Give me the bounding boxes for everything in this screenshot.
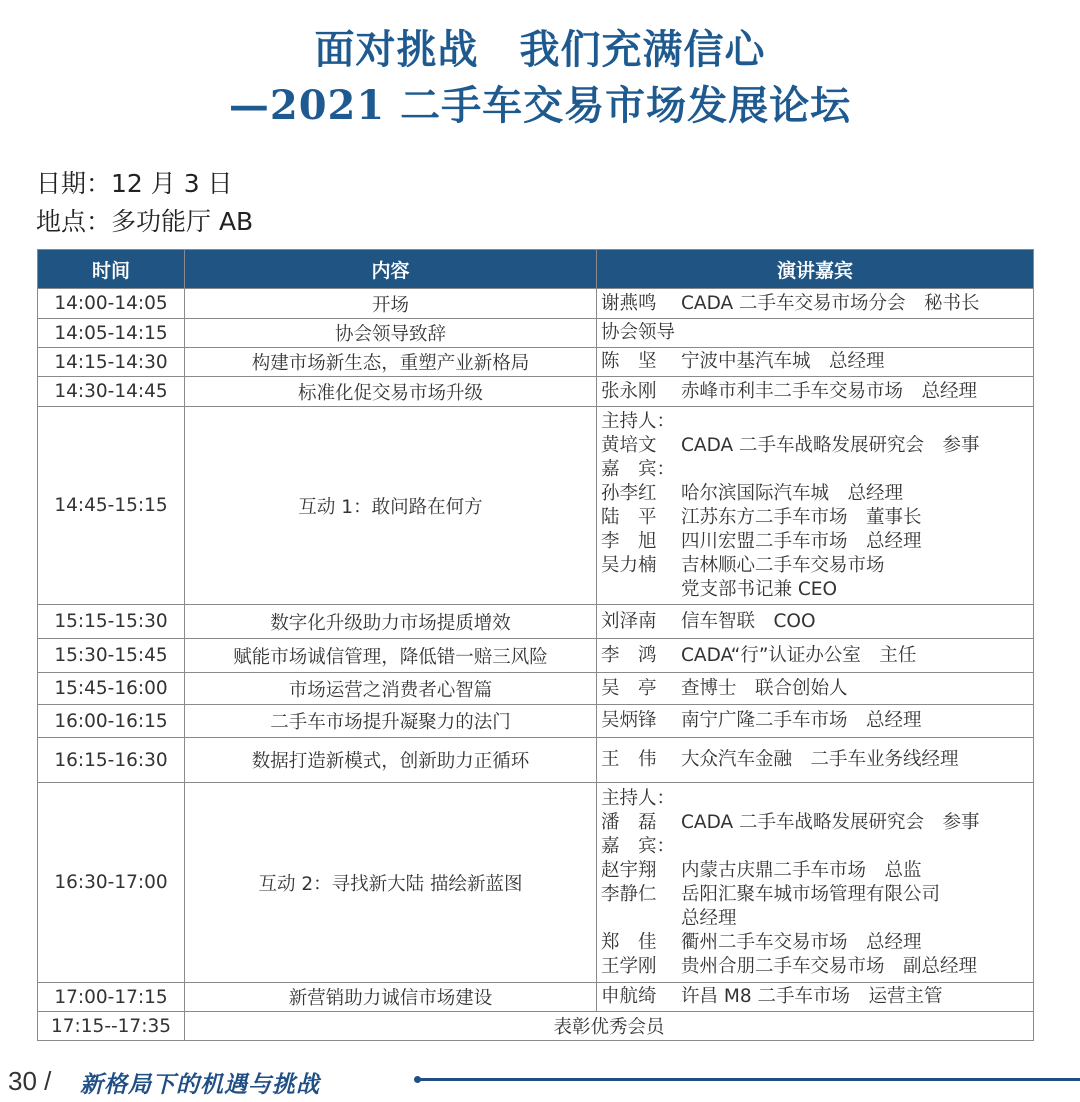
speaker-name: 李静仁: [601, 883, 657, 905]
speaker-title: 贵州合朋二手车交易市场 副总经理: [681, 955, 978, 977]
speaker-line: [601, 644, 1029, 668]
session-time: 14:45-15:15: [38, 407, 185, 605]
speaker-line: [601, 506, 1029, 530]
speaker-title: 信车智联 COO: [681, 610, 816, 632]
speaker-title: CADA 二手车战略发展研究会 参事: [681, 434, 980, 456]
speaker-line: [601, 985, 1029, 1009]
schedule-row: [38, 377, 1034, 407]
speaker-line: [601, 787, 1029, 811]
speaker-line: [601, 677, 1029, 701]
session-speakers: [597, 783, 1034, 983]
event-venue: 地点：多功能厅 AB: [36, 207, 254, 236]
speaker-title: 许昌 M8 二手车市场 运营主管: [681, 986, 943, 1007]
speaker-line: [601, 955, 1029, 979]
speaker-name: 陆 平: [601, 506, 657, 528]
speaker-line: [601, 811, 1029, 835]
session-content: 市场运营之消费者心智篇: [185, 673, 597, 705]
speaker-title: CADA 二手车交易市场分会 秘书长: [681, 292, 980, 314]
speaker-line: [601, 835, 1029, 859]
session-speakers: [597, 407, 1034, 605]
speaker-name: 赵宇翔: [601, 859, 657, 881]
speaker-line: [601, 530, 1029, 554]
session-speakers: [597, 738, 1034, 783]
speaker-name: 谢燕鸣: [601, 292, 657, 314]
session-content: 构建市场新生态，重塑产业新格局: [185, 348, 597, 377]
speaker-title: 四川宏盟二手车市场 总经理: [681, 530, 922, 552]
speaker-name: 张永刚: [601, 380, 657, 402]
speaker-line: [601, 482, 1029, 506]
speaker-line: [601, 748, 1029, 772]
session-time: 15:30-15:45: [38, 639, 185, 673]
speaker-title: 吉林顺心二手车交易市场: [681, 554, 885, 576]
speaker-name: 嘉 宾：: [601, 835, 676, 857]
speaker-line: [601, 292, 1029, 316]
session-time: 14:00-14:05: [38, 289, 185, 319]
footer-slogan: 新格局下的机遇与挑战: [80, 1072, 320, 1098]
speaker-title: 江苏东方二手车市场 董事长: [681, 506, 922, 528]
speaker-name: 陈 坚: [601, 351, 657, 372]
speaker-line: [601, 458, 1029, 482]
speaker-title: 内蒙古庆鼎二手车市场 总监: [681, 859, 922, 881]
speaker-title: 衢州二手车交易市场 总经理: [681, 931, 922, 953]
schedule-row: [38, 783, 1034, 983]
session-time: 16:00-16:15: [38, 705, 185, 738]
session-content: 互动 1：敢问路在何方: [185, 407, 597, 605]
session-speakers: [597, 605, 1034, 639]
title-line-1: 面对挑战 我们充满信心: [314, 26, 766, 73]
session-content: 赋能市场诚信管理，降低错一赔三风险: [185, 639, 597, 673]
speaker-line: [601, 610, 1029, 634]
session-time: 14:05-14:15: [38, 319, 185, 348]
session-time: 14:15-14:30: [38, 348, 185, 377]
speaker-name: [601, 907, 681, 931]
session-content: 新营销助力诚信市场建设: [185, 983, 597, 1012]
speaker-line: [601, 410, 1029, 434]
session-speakers: [597, 983, 1034, 1012]
schedule-row: [38, 348, 1034, 377]
speaker-line: [601, 883, 1029, 907]
session-speakers: [597, 348, 1034, 377]
header-content: 内容: [185, 250, 597, 289]
schedule-row: [38, 705, 1034, 738]
session-content: 数字化升级助力市场提质增效: [185, 605, 597, 639]
schedule-row: [38, 289, 1034, 319]
page-number: 30 /: [8, 1066, 52, 1096]
session-time: 16:15-16:30: [38, 738, 185, 783]
speaker-line: [601, 350, 1029, 374]
speaker-name: 李 鸿: [601, 644, 657, 666]
session-time: 15:15-15:30: [38, 605, 185, 639]
speaker-title: 赤峰市利丰二手车交易市场 总经理: [681, 380, 978, 402]
speaker-line: [601, 380, 1029, 404]
session-time: 15:45-16:00: [38, 673, 185, 705]
speaker-name: 王 伟: [601, 749, 657, 770]
speaker-name: 李 旭: [601, 530, 657, 552]
header-time: 时间: [38, 250, 185, 289]
speaker-name: 嘉 宾：: [601, 458, 676, 480]
speaker-title: 大众汽车金融 二手车业务线经理: [681, 749, 959, 770]
speaker-name: 潘 磊: [601, 811, 657, 833]
session-content: 协会领导致辞: [185, 319, 597, 348]
speaker-name: 黄培文: [601, 434, 657, 456]
speaker-name: 孙李红: [601, 482, 657, 504]
schedule-header-row: [38, 250, 1034, 289]
speaker-title: CADA 二手车战略发展研究会 参事: [681, 811, 980, 833]
header-speakers: 演讲嘉宾: [597, 250, 1034, 289]
speaker-name: 郑 佳: [601, 931, 657, 953]
session-speakers: [597, 377, 1034, 407]
footer-rule: [420, 1078, 1080, 1081]
session-content: 标准化促交易市场升级: [185, 377, 597, 407]
session-speakers: [597, 289, 1034, 319]
schedule-row: [38, 738, 1034, 783]
speaker-line: [601, 578, 1029, 602]
session-content: 互动 2：寻找新大陆 描绘新蓝图: [185, 783, 597, 983]
speaker-title: CADA“行”认证办公室 主任: [681, 644, 917, 666]
speaker-line: [601, 434, 1029, 458]
speaker-title: 查博士 联合创始人: [681, 677, 848, 699]
speaker-name: 协会领导: [601, 322, 676, 343]
schedule-row: [38, 673, 1034, 705]
session-speakers: [597, 639, 1034, 673]
session-time: 14:30-14:45: [38, 377, 185, 407]
speaker-line: [601, 931, 1029, 955]
title-line-2: —2021 二手车交易市场发展论坛: [228, 82, 852, 129]
session-time: 17:00-17:15: [38, 983, 185, 1012]
speaker-line: [601, 859, 1029, 883]
session-time: 16:30-17:00: [38, 783, 185, 983]
speaker-name: 主持人：: [601, 787, 676, 809]
event-date: 日期：12 月 3 日: [36, 169, 233, 198]
speaker-line: [601, 709, 1029, 733]
speaker-name: 吴炳锋: [601, 710, 657, 731]
speaker-title: 党支部书记兼 CEO: [681, 578, 838, 600]
speaker-title: 宁波中基汽车城 总经理: [681, 351, 885, 372]
session-content: 二手车市场提升凝聚力的法门: [185, 705, 597, 738]
speaker-name: 主持人：: [601, 410, 676, 432]
schedule-row: [38, 639, 1034, 673]
closing-row: [38, 1012, 1034, 1041]
speaker-title: 总经理: [681, 907, 737, 929]
speaker-name: [601, 578, 681, 602]
closing-time: 17:15--17:35: [38, 1012, 185, 1041]
speaker-line: [601, 321, 1029, 345]
speaker-name: 申航绮: [601, 986, 657, 1007]
schedule-row: [38, 407, 1034, 605]
session-speakers: [597, 673, 1034, 705]
schedule-body: [38, 289, 1034, 1041]
schedule-table: [37, 249, 1034, 1041]
speaker-title: 哈尔滨国际汽车城 总经理: [681, 482, 904, 504]
speaker-title: 南宁广隆二手车市场 总经理: [681, 710, 922, 731]
speaker-line: [601, 907, 1029, 931]
speaker-name: 吴 亭: [601, 677, 657, 699]
session-content: 开场: [185, 289, 597, 319]
session-content: 数据打造新模式，创新助力正循环: [185, 738, 597, 783]
speaker-name: 吴力楠: [601, 554, 657, 576]
speaker-name: 刘泽南: [601, 610, 657, 632]
closing-content: 表彰优秀会员: [185, 1012, 1034, 1041]
speaker-line: [601, 554, 1029, 578]
schedule-row: [38, 983, 1034, 1012]
speaker-title: 岳阳汇聚车城市场管理有限公司: [681, 883, 941, 905]
schedule-row: [38, 605, 1034, 639]
schedule-row: [38, 319, 1034, 348]
session-speakers: [597, 705, 1034, 738]
speaker-name: 王学刚: [601, 955, 657, 977]
session-speakers: [597, 319, 1034, 348]
